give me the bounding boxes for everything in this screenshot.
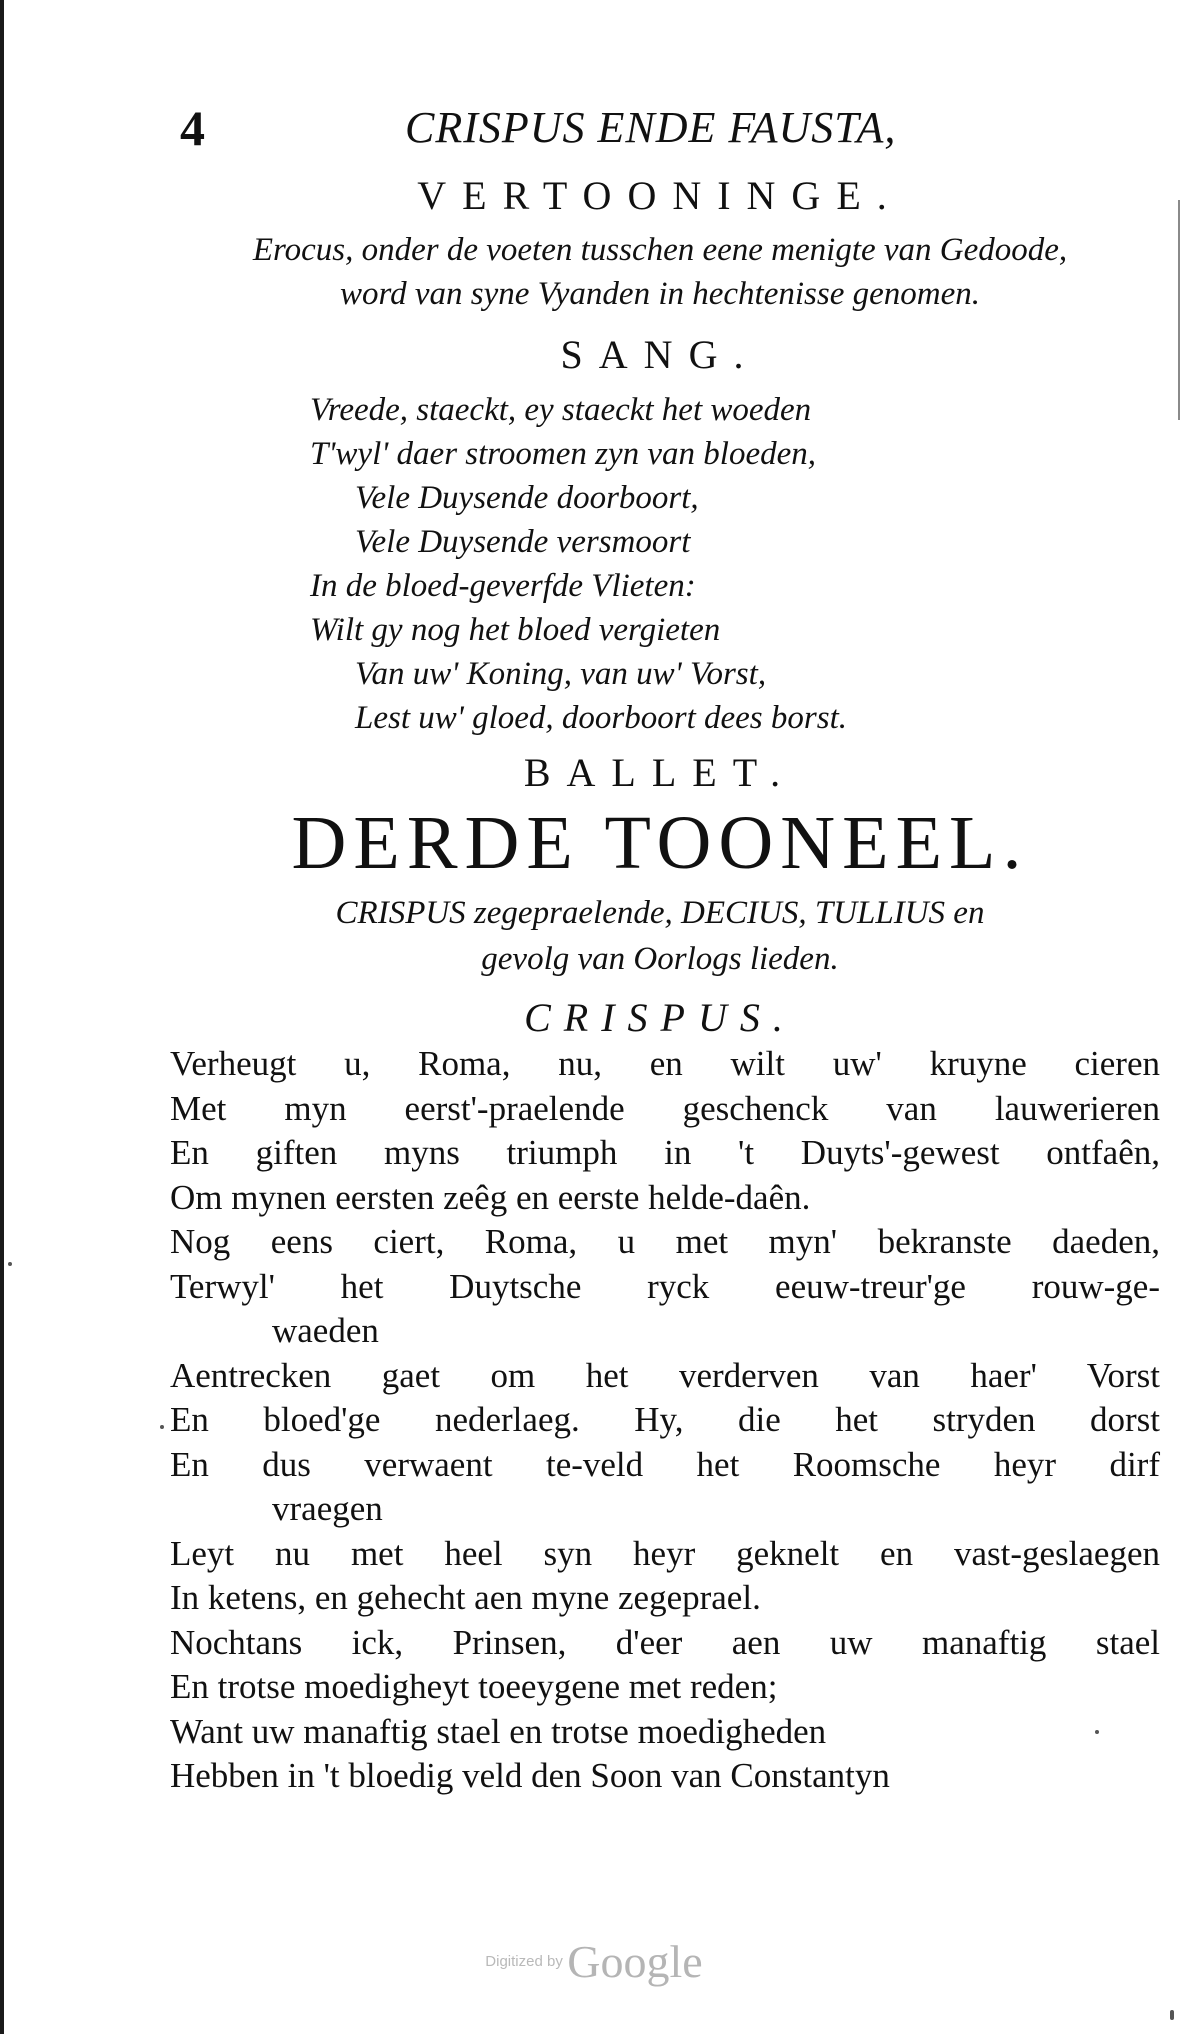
stage-direction-line: Erocus, onder de voeten tusschen eene menigte van Gedoode,	[252, 232, 1068, 268]
print-speck	[160, 1425, 164, 1429]
watermark-prefix: Digitized by	[485, 1953, 563, 1970]
print-speck	[1095, 1730, 1099, 1734]
speech-line: Aentrecken gaet om het verderven van haer' Vorst	[170, 1355, 1160, 1395]
digitized-watermark	[0, 1935, 1188, 1988]
speech-line: Verheugt u, Roma, nu, en wilt uw' kruyne cieren	[170, 1044, 1160, 1083]
verse-line: Lest uw' gloed, doorboort dees borst.	[355, 700, 847, 736]
verse-line: Vele Duysende doorboort,	[355, 480, 699, 516]
stage-direction-line: word van syne Vyanden in hechtenisse genomen.	[340, 276, 980, 312]
song-verse	[310, 388, 1010, 740]
speech-line: Leyt nu met heel syn heyr geknelt en vast-geslaegen	[170, 1533, 1160, 1573]
verse-line: Vele Duysende versmoort	[355, 524, 691, 560]
speech-line: En giften myns triumph in 't Duyts'-gewest ontfaên,	[170, 1133, 1160, 1172]
speech-line-continuation: waeden	[272, 1311, 379, 1350]
speaker-name: CRISPUS.	[524, 995, 796, 1040]
speech-text	[170, 1042, 1160, 1799]
heading-derde-tooneel: DERDE TOONEEL.	[291, 801, 1029, 885]
verse-line: Wilt gy nog het bloed vergieten	[310, 612, 721, 648]
speech-line: En bloed'ge nederlaeg. Hy, die het stryden dorst	[170, 1400, 1160, 1439]
verse-line: In de bloed-geverfde Vlieten:	[310, 568, 696, 604]
scene-cast-line: CRISPUS zegepraelende, DECIUS, TULLIUS en	[335, 895, 985, 931]
speech-line: Nochtans ick, Prinsen, d'eer aen uw manaftig stael	[170, 1622, 1160, 1662]
google-logo: Google	[567, 1936, 703, 1987]
verse-line: Van uw' Koning, van uw' Vorst,	[355, 656, 767, 692]
speech-line: Hebben in 't bloedig veld den Soon van Constantyn	[170, 1756, 890, 1795]
page-number: 4	[180, 100, 205, 156]
heading-ballet: BALLET.	[523, 750, 797, 795]
page-binding-edge	[0, 0, 4, 2034]
running-title: CRISPUS ENDE FAUSTA,	[405, 103, 897, 152]
print-speck	[1170, 2010, 1174, 2020]
print-speck	[8, 1262, 12, 1266]
speech-line: Terwyl' het Duytsche ryck eeuw-treur'ge rouw-ge-	[170, 1266, 1160, 1306]
speech-line: Met myn eerst'-praelende geschenck van lauwerieren	[170, 1088, 1160, 1128]
speech-line: In ketens, en gehecht aen myne zegeprael.	[170, 1578, 761, 1617]
verse-line: T'wyl' daer stroomen zyn van bloeden,	[310, 436, 816, 472]
speech-line: En trotse moedigheyt toeeygene met reden;	[170, 1667, 778, 1706]
verse-line: Vreede, staeckt, ey staeckt het woeden	[310, 392, 812, 428]
heading-vertooninge: VERTOONINGE.	[417, 173, 903, 218]
heading-sang: SANG.	[560, 332, 760, 377]
speech-line: Om mynen eersten zeêg en eerste helde-daên.	[170, 1177, 811, 1217]
scene-cast-line: gevolg van Oorlogs lieden.	[481, 941, 839, 977]
speech-line: Want uw manaftig stael en trotse moedigheden	[170, 1711, 827, 1751]
page-header	[180, 98, 1040, 158]
speech-line: Nog eens ciert, Roma, u met myn' bekranste daeden,	[170, 1222, 1160, 1261]
speech-line-continuation: vraegen	[272, 1489, 383, 1528]
speech-line: En dus verwaent te-veld het Roomsche heyr dirf	[170, 1444, 1160, 1484]
scan-artifact-rule	[1178, 200, 1180, 420]
